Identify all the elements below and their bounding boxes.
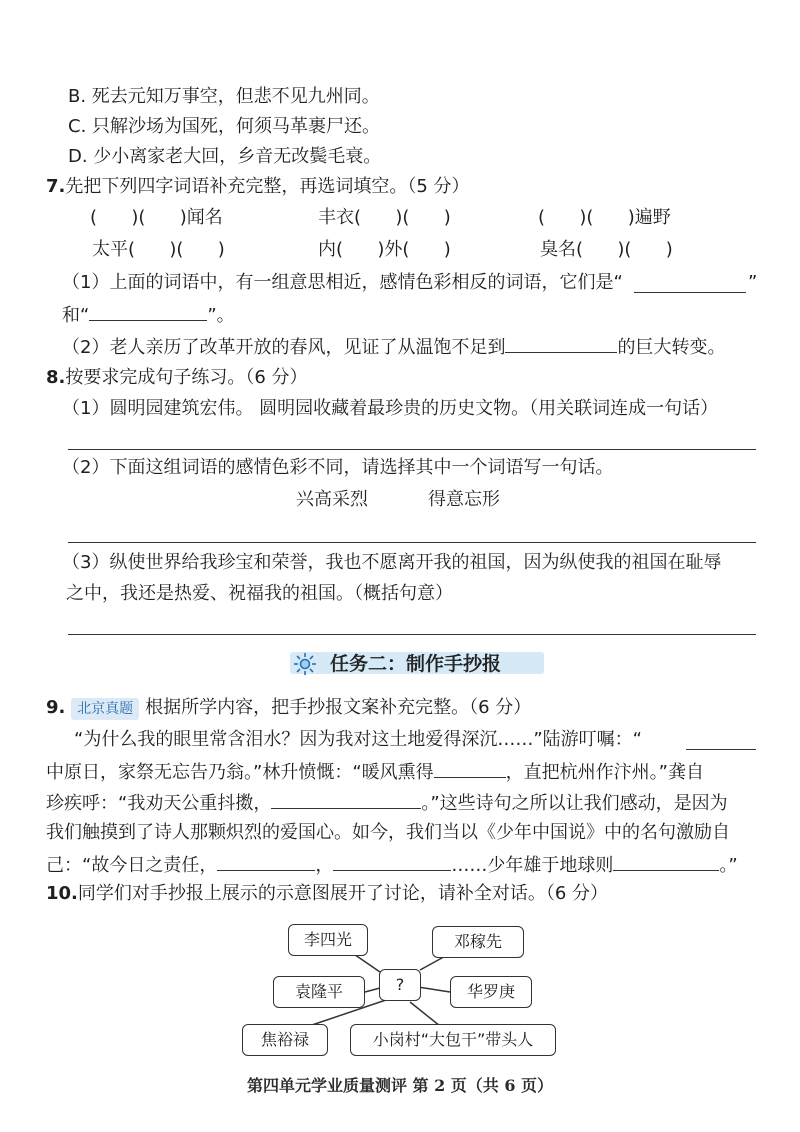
q7-number: 7.: [46, 176, 66, 197]
option-c: C. 只解沙场为国死，何须马革裹尸还。: [68, 116, 381, 137]
diagram-node-hua-luogeng: 华罗庚: [450, 976, 532, 1008]
q9-line-3: 珍疾呼：“我劝天公重抖擞， 。”这些诗句之所以让我们感动，是因为: [46, 790, 728, 816]
q8-sub1: （1）圆明园建筑宏伟。 圆明园收藏着最珍贵的历史文物。（用关联词连成一句话）: [62, 398, 719, 419]
connector-4: [418, 987, 450, 992]
q7-sub1-line1: （1）上面的词语中，有一组意思相近，感情色彩相反的词语，它们是“: [62, 272, 623, 293]
source-tag: 北京真题: [71, 698, 139, 720]
q9-line-1: “为什么我的眼里常含泪水？因为我对这土地爱得深沉……”陆游叮嘱：“: [74, 729, 642, 750]
q8-instruction: 按要求完成句子练习。（6 分）: [65, 367, 308, 388]
option-b: B. 死去元知万事空，但悲不见九州同。: [68, 86, 380, 107]
diagram-node-jiao-yulu: 焦裕禄: [242, 1024, 328, 1056]
connector-6: [410, 1002, 440, 1026]
q7-item-c: ( )( )遍野: [538, 207, 671, 228]
q8-word-2: 得意忘形: [428, 489, 500, 510]
q8-sub2: （2）下面这组词语的感情色彩不同，请选择其中一个词语写一句话。: [62, 457, 614, 478]
q7-sub1-quote-end: ”: [748, 272, 758, 293]
q10-instruction: 同学们对手抄报上展示的示意图展开了讨论，请补全对话。（6 分）: [77, 883, 609, 904]
option-d: D. 少小离家老大回，乡音无改鬓毛衰。: [68, 146, 382, 167]
q7-item-e: 内( )外( ): [318, 239, 451, 260]
q7-instruction: 先把下列四字词语补充完整，再选词填空。（5 分）: [65, 176, 470, 197]
diagram-node-xiaogang: 小岗村“大包干”带头人: [350, 1024, 556, 1056]
q7-item-b: 丰衣( )( ): [318, 207, 451, 228]
section-title: 任务二：制作手抄报: [330, 653, 502, 675]
q9-line-2: 中原日，家祭无忘告乃翁。”林升愤慨：“暖风熏得 ，直把杭州作汴州。”龚自: [46, 759, 704, 785]
connector-3: [365, 988, 380, 992]
q9-line-4: 我们触摸到了诗人那颗炽烈的爱国心。如今，我们当以《少年中国说》中的名句激励自: [46, 822, 730, 843]
q7-sub2: （2）老人亲历了改革开放的春风，见证了从温饱不足到 的巨大转变。: [62, 334, 725, 360]
q7-sub1-line2: 和“ ”。: [62, 302, 235, 328]
q9-number: 9.: [46, 697, 66, 718]
diagram-node-yuan-longping: 袁隆平: [273, 976, 365, 1008]
q8-word-1: 兴高采烈: [296, 489, 368, 510]
diagram-node-li-siguang: 李四光: [288, 924, 368, 956]
q9-instruction: 根据所学内容，把手抄报文案补充完整。（6 分）: [145, 697, 532, 718]
q10-number: 10.: [46, 883, 78, 904]
q8-sub3-line2: 之中，我还是热爱、祝福我的祖国。（概括句意）: [66, 583, 453, 604]
q7-item-a: ( )( )闻名: [90, 207, 223, 228]
q7-item-f: 臭名( )( ): [540, 239, 673, 260]
q8-sub3-line1: （3）纵使世界给我珍宝和荣誉，我也不愿离开我的祖国，因为纵使我的祖国在耻辱: [62, 552, 722, 573]
diagram-center-node: ?: [379, 969, 421, 1001]
q9-line-5: 己：“故今日之责任， ， ……少年雄于地球则 。”: [46, 852, 738, 878]
page-footer: 第四单元学业质量测评 第 2 页（共 6 页）: [246, 1076, 554, 1095]
q7-item-d: 太平( )( ): [92, 239, 225, 260]
q8-number: 8.: [46, 367, 66, 388]
diagram-node-deng-jiaxian: 邓稼先: [432, 926, 524, 958]
